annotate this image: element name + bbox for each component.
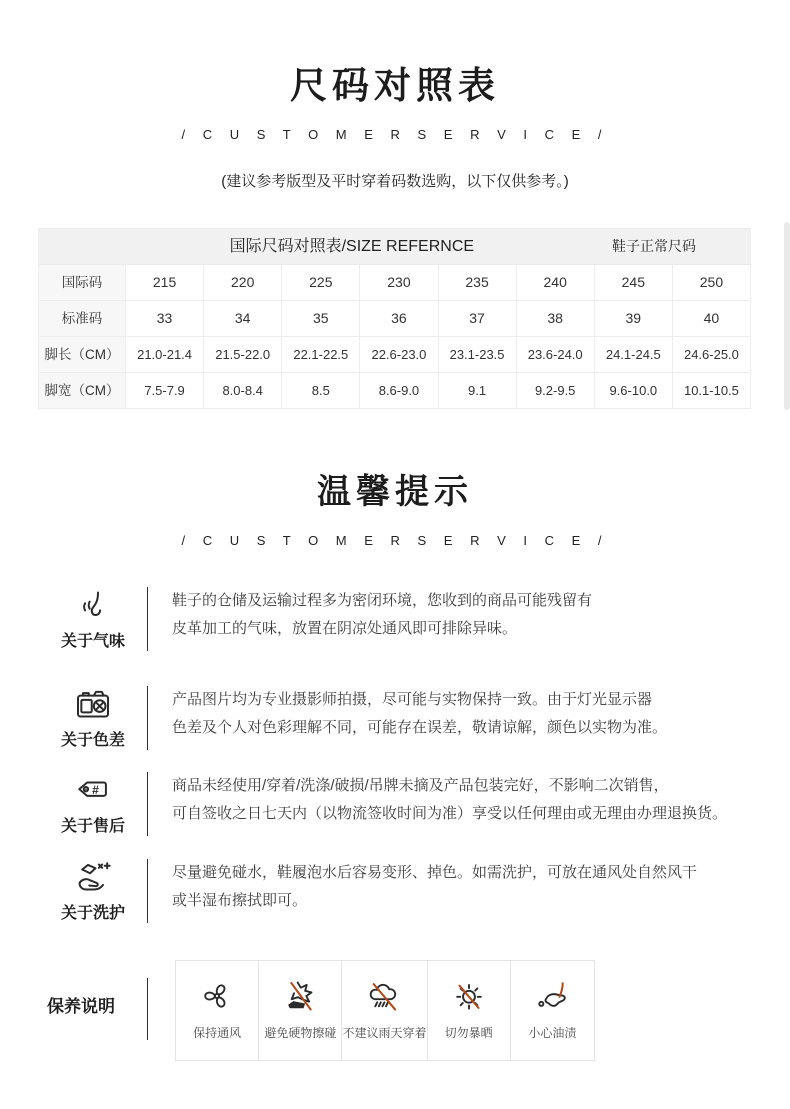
scrollbar-thumb[interactable]	[784, 222, 790, 410]
tip-row-odor	[38, 583, 752, 659]
no-sun-icon	[450, 977, 488, 1015]
care-box-label: 不建议雨天穿着	[342, 1026, 427, 1040]
tag-icon	[73, 770, 113, 810]
tips-title: 温馨提示	[317, 473, 473, 511]
size-cell: 8.5	[282, 373, 360, 409]
care-instruction-boxes	[175, 960, 595, 1061]
smell-icon	[73, 585, 113, 625]
tip-text-line1: 尽量避免碰水，鞋履泡水后容易变形、掉色。如需洗护，可放在通风处自然风干	[172, 864, 698, 881]
tip-icon-column	[38, 682, 148, 750]
size-cell: 7.5-7.9	[126, 373, 204, 409]
oil-stain-icon	[533, 977, 571, 1015]
tip-icon-column	[38, 768, 148, 836]
care-box-no-sun	[428, 961, 511, 1060]
tip-icon-column	[38, 855, 148, 923]
camera-icon	[73, 684, 113, 724]
size-table-header-left: 国际尺码对照表/SIZE REFERNCE	[229, 238, 475, 255]
wash-icon	[73, 857, 113, 897]
size-cell: 215	[126, 265, 204, 301]
size-cell: 23.1-23.5	[439, 337, 517, 373]
size-cell: 230	[360, 265, 438, 301]
size-cell: 36	[360, 301, 438, 337]
size-cell: 10.1-10.5	[673, 373, 751, 409]
size-cell: 22.6-23.0	[360, 337, 438, 373]
size-table-header	[39, 229, 751, 265]
care-divider	[147, 978, 148, 1040]
size-cell: 38	[517, 301, 595, 337]
size-cell: 40	[673, 301, 751, 337]
size-cell: 33	[126, 301, 204, 337]
tip-text	[172, 686, 667, 742]
size-cell: 9.2-9.5	[517, 373, 595, 409]
row-label-standard: 标准码	[39, 301, 126, 337]
tip-text	[172, 587, 592, 643]
tip-text-line2: 皮革加工的气味，放置在阴凉处通风即可排除异味。	[172, 620, 518, 637]
tip-row-washing	[38, 855, 752, 931]
size-cell: 240	[517, 265, 595, 301]
care-box-no-hard-objects	[259, 961, 342, 1060]
no-hard-objects-icon	[281, 977, 319, 1015]
size-chart-subtitle: / C U S T O M E R S E R V I C E /	[181, 127, 609, 142]
tip-text	[172, 859, 697, 915]
row-label-foot-width: 脚宽（CM）	[39, 373, 126, 409]
size-cell: 220	[204, 265, 282, 301]
care-box-label: 切勿暴晒	[444, 1026, 493, 1040]
tip-text-line2: 或半湿布擦拭即可。	[172, 892, 308, 909]
care-box-label: 小心油渍	[528, 1026, 577, 1040]
tag-hash-symbol: #	[92, 782, 99, 797]
size-cell: 21.5-22.0	[204, 337, 282, 373]
size-cell: 235	[439, 265, 517, 301]
care-box-label: 保持通风	[193, 1026, 242, 1040]
care-box-ventilation	[176, 961, 259, 1060]
tip-text	[172, 772, 727, 828]
tip-row-aftersales	[38, 768, 752, 844]
size-table-header-right: 鞋子正常尺码	[612, 238, 696, 254]
tip-text-line1: 产品图片均为专业摄影师拍摄，尽可能与实物保持一致。由于灯光显示器	[172, 691, 653, 708]
tip-label: 关于洗护	[60, 905, 125, 922]
tip-text-line1: 鞋子的仓储及运输过程多为密闭环境，您收到的商品可能残留有	[172, 592, 593, 609]
tip-label: 关于色差	[60, 732, 125, 749]
size-cell: 9.1	[439, 373, 517, 409]
care-box-no-rain	[342, 961, 427, 1060]
size-table	[38, 228, 751, 409]
row-label-foot-length: 脚长（CM）	[39, 337, 126, 373]
size-cell: 23.6-24.0	[517, 337, 595, 373]
no-rain-icon	[365, 977, 403, 1015]
tips-subtitle: / C U S T O M E R S E R V I C E /	[181, 533, 609, 548]
size-cell: 245	[595, 265, 673, 301]
size-chart-note: (建议参考版型及平时穿着码数选购，以下仅供参考。)	[221, 173, 569, 190]
tip-divider	[147, 686, 148, 750]
care-box-label: 避免硬物擦碰	[264, 1026, 337, 1040]
fan-icon	[198, 977, 236, 1015]
size-cell: 34	[204, 301, 282, 337]
care-section-label: 保养说明	[47, 997, 115, 1016]
tip-label: 关于售后	[60, 818, 125, 835]
tip-text-line2: 可自签收之日七天内（以物流签收时间为准）享受以任何理由或无理由办理退换货。	[172, 805, 728, 822]
tip-label: 关于气味	[60, 633, 125, 650]
size-cell: 8.6-9.0	[360, 373, 438, 409]
tip-text-line2: 色差及个人对色彩理解不同，可能存在误差，敬请谅解，颜色以实物为准。	[172, 719, 668, 736]
row-label-international: 国际码	[39, 265, 126, 301]
size-cell: 22.1-22.5	[282, 337, 360, 373]
tip-divider	[147, 859, 148, 923]
tip-divider	[147, 587, 148, 651]
size-cell: 35	[282, 301, 360, 337]
size-cell: 39	[595, 301, 673, 337]
size-cell: 24.6-25.0	[673, 337, 751, 373]
tip-icon-column	[38, 583, 148, 651]
care-box-oil-stain	[511, 961, 594, 1060]
size-cell: 250	[673, 265, 751, 301]
size-cell: 37	[439, 301, 517, 337]
size-cell: 8.0-8.4	[204, 373, 282, 409]
size-cell: 9.6-10.0	[595, 373, 673, 409]
size-cell: 24.1-24.5	[595, 337, 673, 373]
size-chart-title: 尺码对照表	[290, 65, 500, 106]
tip-divider	[147, 772, 148, 836]
tip-row-color	[38, 682, 752, 758]
tip-text-line1: 商品未经使用/穿着/洗涤/破损/吊牌未摘及产品包装完好，不影响二次销售，	[172, 777, 669, 794]
size-cell: 21.0-21.4	[126, 337, 204, 373]
size-cell: 225	[282, 265, 360, 301]
